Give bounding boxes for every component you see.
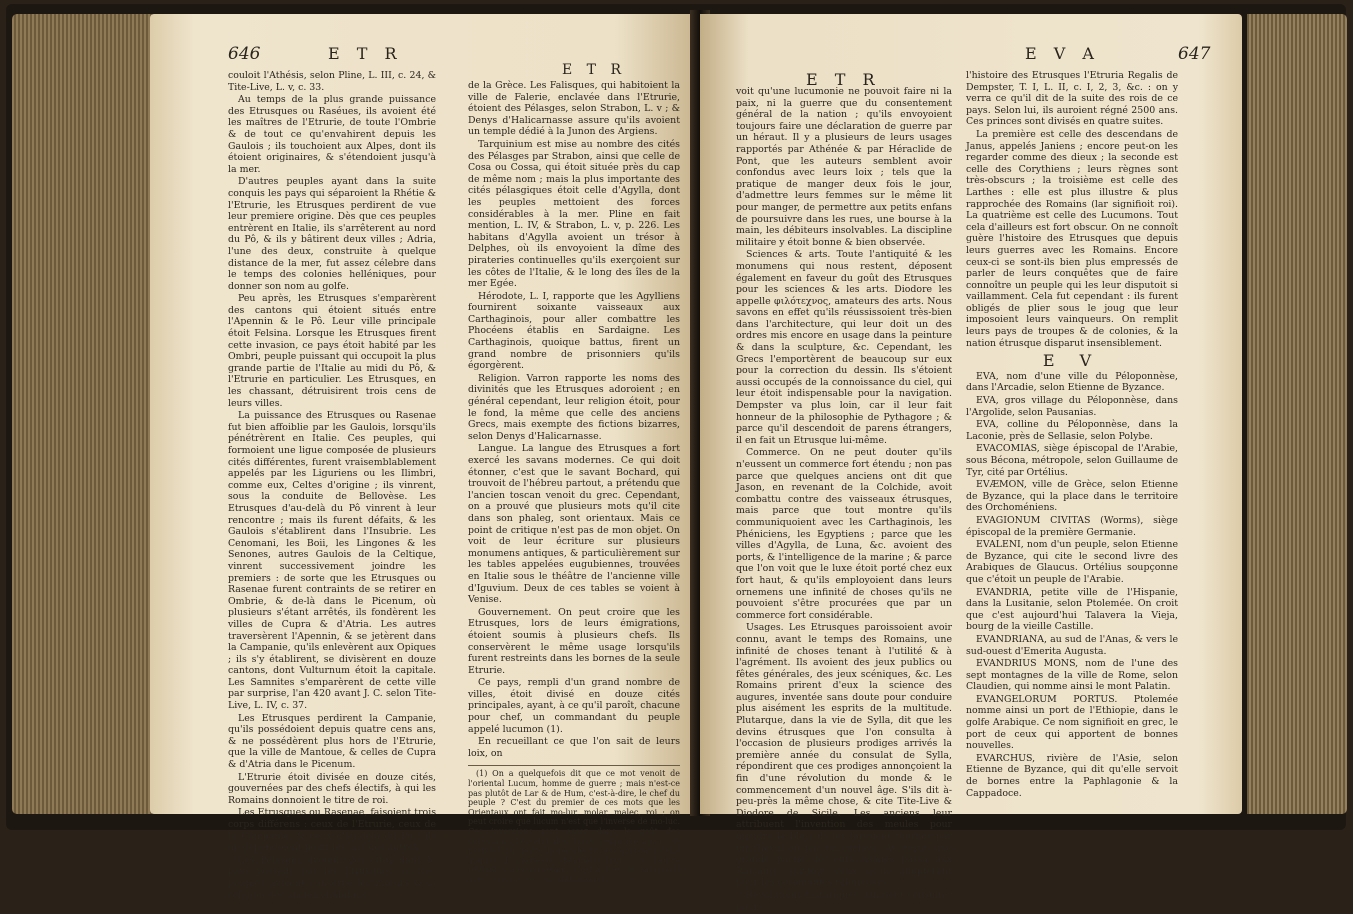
right-page <box>700 14 1242 913</box>
dictionary-entry: EVANDRIA, petite ville de l'Hispanie, dans la Lusitanie, selon Ptolemée. On croit que c'est aujourd'hui Talavera la Vieja, bourg de la vieille Castille. <box>966 586 1178 633</box>
dictionary-entry: EVA, colline du Péloponnèse, dans la Laconie, près de Sellasie, selon Polybe. <box>966 419 1178 442</box>
paragraph: Ce pays, rempli d'un grand nombre de villes, étoit divisé en douze cités principales, ayant, à ce qu'il paroît, chacune pour chef, un commandant du peuple appelé lucumon (1). <box>468 677 680 735</box>
page-number-left: 646 <box>228 44 261 64</box>
paragraph: Commerce. On ne peut douter qu'ils n'eussent un commerce fort étendu ; non pas parce que quelques anciens ont dit que Jason, en revenant de la Colchide, avoit combattu contre des vaisseaux étrusques, mais parce que tout montre qu'ils communiquoient avec les Carthaginois, les Phéniciens, les Egyptiens ; parce que les villes d'Agylla, de Luna, &c. avoient des ports, & l'intelligence de la marine ; & parce que l'on voit que le luxe étoit porté chez eux fort haut, & qu'ils employoient dans leurs ornemens une infinité de choses qu'ils ne pouvoient s'être procurées que par un commerce fort considérable. <box>736 447 952 621</box>
paragraph: Usages. Les Etrusques paroissoient avoir connu, avant le temps des Romains, une infinité de choses tenant à l'utilité & à l'agrément. Ils avoient des jeux publics ou fêtes générales, des jeux scéniques, &c. Les Romains prirent d'eux la science des augures, inventée sans doute pour conduire plus aisément les esprits de la multitude. Plutarque, dans la vie de Sylla, dit que les devins étrusques que l'on consulta à l'occasion de plusieurs prodiges arrivés la première année du consulat de Sylla, répondirent que ces prodiges annonçoient la fin d'une révolution du monde & le commencement d'un nouvel âge. S'ils dit à-peu-près la même chose, & cite Tite-Live & Diodore de Sicile. Les anciens leur attribuent l'invention des meules pour moudre le blé ; ils les faisoient tourner par un cheval ou par un esclave. Au reste, une grande partie de leurs usages passa aux Romains, sur-tout ceux qu'ils adoptèrent pour les cérémonies religieuses. <box>736 622 952 889</box>
right-page-column-2 <box>966 70 1178 800</box>
running-head-left: E T R <box>328 44 403 63</box>
paragraph: Les Pélasges avoient des cités dans le pays possédé par les Etrusques, où ces peuples avoient conservé les mœurs & la religion des anciens habitans <box>228 854 436 901</box>
dictionary-entry: EVARCHUS, rivière de l'Asie, selon Etienne de Byzance, qui dit qu'elle servoit de bornes entre la Paphlagonie & la Cappadoce. <box>966 752 1178 799</box>
dictionary-entry: EVALENI, nom d'un peuple, selon Etienne de Byzance, qui cite le second livre des Arabiques de Glaucus. Ortélius soupçonne que c'étoit un peuple de l'Arabie. <box>966 539 1178 585</box>
paragraph: Révolutions historiques. On peut consulter pour <box>736 889 952 913</box>
paragraph: Les Etrusques ou Rasenae, faisoient trois corps différens : ceux de l'Etrurie, ceux de la Campanie, & ceux d'au-delà du Pô : ils ne dépendoient point les uns des autres. <box>228 807 436 854</box>
dictionary-entry: EVA, nom d'une ville du Péloponnèse, dans l'Arcadie, selon Etienne de Byzance. <box>966 370 1178 394</box>
left-page-edges <box>12 14 152 814</box>
left-page <box>150 14 696 901</box>
right-page-edges <box>1247 14 1347 814</box>
paragraph: La première est celle des descendans de Janus, appelés Janiens ; encore peut-on les regarder comme des dieux ; la seconde est celle des Corythiens ; leurs règnes sont très-obscurs ; la troisième est celle des Larthes : elle est plus illustre & plus rapprochée des Romains (lar signifioit roi). La quatrième est celle des Lucumons. Tout cela d'ailleurs est fort obscur. On ne connoît guère l'histoire des Etrusques que depuis leurs guerres avec les Romains. Encore ceux-ci se sont-ils bien plus empressés de parler de leurs conquêtes que de faire connoître un peuple qui les leur disputoit si vaillamment. Cela fut cependant : ils furent obligés de plier sous le joug que leur imposoient leurs vainqueurs. On remplit leurs pays de troupes & de colonies, & la nation étrusque disparut insensiblement. <box>966 128 1178 349</box>
running-head-right-col1: E T R <box>806 70 881 89</box>
dictionary-entry: EVÆMON, ville de Grèce, selon Etienne de Byzance, qui la place dans le territoire des Orchoméniens. <box>966 479 1178 514</box>
dictionary-entry: EVAGIONUM CIVITAS (Worms), siège épiscopal de la première Germanie. <box>966 514 1178 538</box>
paragraph: Hérodote, L. I, rapporte que les Agylliens fournirent soixante vaisseaux aux Carthaginois, pour aller combattre les Phocéens établis en Sardaigne. Les Carthaginois, quoique battus, firent un grand nombre de prisonniers qu'ils égorgèrent. <box>468 290 680 372</box>
dictionary-entry: EVACOMIAS, siège épiscopal de l'Arabie, sous Bécona, métropole, selon Guillaume de Tyr, cité par Ortélius. <box>966 443 1178 478</box>
paragraph: Tarquinium est mise au nombre des cités des Pélasges par Strabon, ainsi que celle de Cosa ou Cossa, qui étoit située près du cap de même nom ; mais la plus importante des cités pélasgiques étoit celle d'Agylla, dont les peuples mettoient des forces considérables à la mer. Pline en fait mention, L. IV, & Strabon, L. v, p. 226. Les habitans d'Agylla avoient un trésor à Delphes, où ils envoyoient la dîme des pirateries continuelles qu'ils exerçoient sur les côtes de l'Italie, & le long des îles de la mer Egée. <box>468 138 680 290</box>
dictionary-entry: EVANDRIANA, au sud de l'Anas, & vers le sud-ouest d'Emerita Augusta. <box>966 633 1178 657</box>
paragraph: D'autres peuples ayant dans la suite conquis les pays qui séparoient la Rhétie & l'Etrurie, les Etrusques perdirent de vue leur premiere origine. Dès que ces peuples entrèrent en Italie, ils s'arrêterent au nord du Pô, & ils y bâtirent deux villes ; Adria, l'une des deux, construite à quelque distance de la mer, fut assez célebre dans le temps des colonies helléniques, pour donner son nom au golfe. <box>228 176 436 292</box>
paragraph: La puissance des Etrusques ou Rasenae fut bien affoiblie par les Gaulois, lorsqu'ils pénétrèrent en Italie. Ces peuples, qui formoient une ligue composée de plusieurs cités différentes, furent vraisemblablement appelés par les Liguriens ou les Ilimbri, comme eux, Celtes d'origine ; ils vinrent, sous la conduite de Bellovèse. Les Etrusques d'au-delà du Pô vinrent à leur rencontre ; mais ils furent défaits, & les Gaulois s'établirent dans l'Insubrie. Les Cenomani, les Boii, les Lingones & les Senones, autres Gaulois de la Celtique, vinrent successivement joindre les premiers : de sorte que les Etrusques ou Rasenae furent contraints de se retirer en Ombrie, & de-là dans le Picenum, où plusieurs s'étant arrêtés, ils fondèrent les villes de Cupra & d'Atria. Les autres traversèrent l'Apennin, & se jetèrent dans la Campanie, qu'ils enlevèrent aux Opiques ; ils s'y établirent, se divisèrent en douze cantons, dont Vulturnum étoit la capitale. Les Samnites s'emparèrent de cette ville par surprise, l'an 420 avant J. C. selon Tite-Live, L. IV, c. 37. <box>228 410 436 712</box>
page-number-right: 647 <box>1178 44 1211 64</box>
paragraph: En recueillant ce que l'on sait de leurs loix, on <box>468 736 680 759</box>
dictionary-entry: EVA, gros village du Péloponnèse, dans l'Argolide, selon Pausanias. <box>966 395 1178 418</box>
paragraph: Peu après, les Etrusques s'emparèrent des cantons qui étoient situés entre l'Apennin & le Pô. Leur ville principale étoit Felsina. Lorsque les Etrusques firent cette invasion, ce pays étoit habité par les Ombri, peuple puissant qui occupoit la plus grande partie de l'Italie au midi du Pô, & l'Etrurie en particulier. Les Etrusques, en les chassant, détruisirent trois cens de leurs villes. <box>228 293 436 409</box>
paragraph: Au temps de la plus grande puissance des Etrusques ou Raséues, ils avoient été les maîtres de l'Etrurie, de toute l'Ombrie & de tout ce qu'envahirent depuis les Gaulois ; ils touchoient aux Alpes, dont ils étoient originaires, & s'étendoient jusqu'à la mer. <box>228 94 436 175</box>
paragraph: Langue. La langue des Etrusques a fort exercé les savans modernes. Ce qui doit étonner, c'est que le savant Bochard, qui trouvoit de l'hébreu partout, a prétendu que l'ancien toscan venoit du grec. Cependant, on a prouvé que plusieurs mots qu'il cite dans son phaleg, sont orientaux. Mais ce point de critique n'est pas de mon objet. On voit de leur écriture sur plusieurs monumens antiques, & particulièrement sur les tables appelées eugubiennes, trouvées en Italie sous le théâtre de l'ancienne ville d'Iguvium. Deux de ces tables se voient à Venise. <box>468 443 680 606</box>
paragraph: de la Grèce. Les Falisques, qui habitoient la ville de Falerie, enclavée dans l'Etrurie, étoient des Pélasges, selon Strabon, L. v ; & Denys d'Halicarnasse assure qu'ils avoient un temple dédié à la Junon des Argiens. <box>468 80 680 138</box>
paragraph: Gouvernement. On peut croire que les Etrusques, lors de leurs émigrations, étoient soumis à plusieurs chefs. Ils conservèrent le même usage lorsqu'ils furent restreints dans les bornes de la seule Etrurie. <box>468 606 680 676</box>
running-head-left-col2: E T R <box>562 62 626 78</box>
paragraph: Les Etrusques perdirent la Campanie, qu'ils possédoient depuis quatre cens ans, & ne possédèrent plus hors de l'Etrurie, que la ville de Mantoue, & celles de Cupra & d'Atria dans le Picenum. <box>228 712 436 771</box>
dictionary-entry: EVANGELORUM PORTUS. Ptolemée nomme ainsi un port de l'Ethiopie, dans le golfe Arabique. Ce nom signifioit en grec, le port de ceux qui apportent de bonnes nouvelles. <box>966 693 1178 752</box>
paragraph: voit qu'une lucumonie ne pouvoit faire ni la paix, ni la guerre que du consentement général de la nation ; qu'ils envoyoient toujours faire une déclaration de guerre par un héraut. Il y a plusieurs de leurs usages rapportés par Athénée & par Héraclide de Pont, que les auteurs semblent avoir confondus avec leurs loix ; tels que la pratique de manger deux fois le jour, d'admettre leurs femmes sur le même lit pour manger, de permettre aux petits enfans de poursuivre dans les rues, une bourse à la main, les débiteurs insolvables. La discipline militaire y étoit bonne & bien observée. <box>736 86 952 248</box>
running-head-right: E V A <box>1025 44 1100 63</box>
footnote <box>468 765 680 884</box>
paragraph: couloit l'Athésis, selon Pline, L. III, c. 24, & Tite-Live, L. v, c. 33. <box>228 70 436 93</box>
left-page-column-1 <box>228 70 436 902</box>
paragraph: Religion. Varron rapporte les noms des divinités que les Etrusques adoroient ; en général cependant, leur religion étoit, pour le fond, la même que celle des anciens Grecs, mais exempte des fictions bizarres, selon Denys d'Halicarnasse. <box>468 372 680 442</box>
left-page-column-2 <box>468 80 680 886</box>
paragraph: L'Etrurie étoit divisée en douze cités, gouvernées par des chefs électifs, à qui les Romains donnoient le titre de roi. <box>228 771 436 806</box>
paragraph: l'histoire des Etrusques l'Etruria Regalis de Dempster, T. I, L. II, c. I, 2, 3, &c. : on y verra ce qu'il dit de la suite des rois de ce pays. Selon lui, ils auroient régné 2500 ans. Ces princes sont divisés en quatre suites. <box>966 70 1178 128</box>
paragraph: Sciences & arts. Toute l'antiquité & les monumens qui nous restent, déposent également en faveur du goût des Etrusques pour les sciences & les arts. Diodore les appelle φιλότεχνος, amateurs des arts. Nous savons en effet qu'ils réussissoient très-bien dans l'architecture, qui leur doit un des ordres mis encore en usage dans la peinture & dans la sculpture, &c. Cependant, les Grecs l'emportèrent de beaucoup sur eux pour la correction du dessin. Ils s'étoient aussi occupés de la connoissance du ciel, qui leur étoit indispensable pour la navigation. Dempster va plus loin, car il leur fait honneur de la philosophie de Pythagore ; & parce qu'il descendoit de parens étrangers, il en fait un Etrusque lui-même. <box>736 249 952 446</box>
dictionary-entry: EVANDRIUS MONS, nom de l'une des sept montagnes de la ville de Rome, selon Claudien, qui nomme ainsi le mont Palatin. <box>966 658 1178 693</box>
footnote-text: (1) On a quelquefois dit que ce mot venoit de l'oriental Lucum, homme de guerre ; mais n'est-ce pas plutôt de Lar & de Hum, c'est-à-dire, le chef du peuple ? C'est du premier de ces mots que les Orientaux ont fait mo-lur, molar, malec, roi ; on peut croire que lucum n'est que l'inverse de mo-luc. Ces inversions sont assez dans le goût des Orientaux. Le salut des Turcs s'exprime ainsi : le premier qui porte la parole dit, en abordant celui auquel il s'adresse, falamalec-com ; & l'autre répond : alecum-selam, c'est-à-dire, le salut soit avec vous ; avec vous soit le salut. <box>468 769 680 884</box>
section-heading: E V <box>1042 351 1102 371</box>
right-page-column-1 <box>736 86 952 914</box>
